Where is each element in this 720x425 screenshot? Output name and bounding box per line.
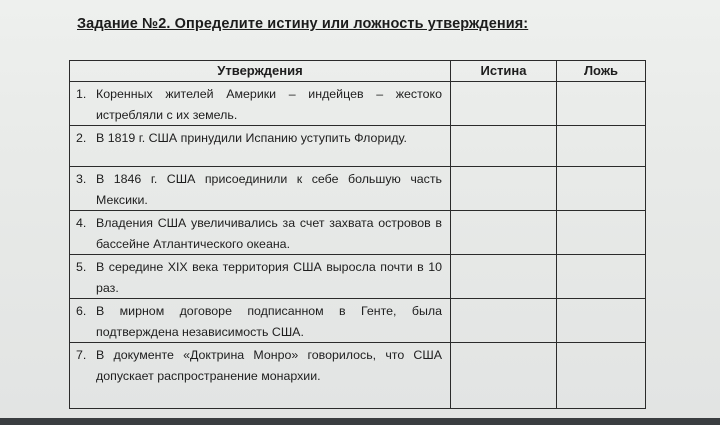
statement-cell [70,255,451,299]
statement-text: В 1819 г. США принудили Испанию уступить Флориду. [96,131,407,145]
statement-cell [70,126,451,167]
statement-number: 1. [76,87,87,101]
statement-text: В 1846 г. США присоединили к себе большую часть Мексики. [96,172,442,207]
table-row [70,167,646,211]
false-answer-cell[interactable] [557,82,646,126]
table-row [70,343,646,409]
false-answer-cell[interactable] [557,343,646,409]
table-row [70,211,646,255]
table-row [70,82,646,126]
true-answer-cell[interactable] [451,299,557,343]
statement-text: В документе «Доктрина Монро» говорилось, что США допускает распространение монархии. [96,348,442,383]
true-answer-cell[interactable] [451,167,557,211]
true-answer-cell[interactable] [451,343,557,409]
false-answer-cell[interactable] [557,211,646,255]
task-title: Задание №2. Определите истину или ложность утверждения: [77,16,529,32]
header-false: Ложь [557,61,646,82]
statement-cell [70,211,451,255]
header-true: Истина [451,61,557,82]
statement-number: 7. [76,348,87,362]
table-row [70,255,646,299]
statement-text: Коренных жителей Америки – индейцев – жестоко истребляли с их земель. [96,87,442,122]
table-header-row [70,61,646,82]
statement-number: 2. [76,131,87,145]
statement-number: 6. [76,304,87,318]
statement-text: Владения США увеличивались за счет захвата островов в бассейне Атлантического океана. [96,216,442,251]
statement-cell [70,343,451,409]
true-answer-cell[interactable] [451,211,557,255]
false-answer-cell[interactable] [557,126,646,167]
statement-cell [70,167,451,211]
statement-number: 5. [76,260,87,274]
statement-text: В мирном договоре подписанном в Генте, была подтверждена независимость США. [96,304,442,339]
statement-cell [70,82,451,126]
statement-number: 3. [76,172,87,186]
table-row [70,299,646,343]
statement-text: В середине XIX века территория США выросла почти в 10 раз. [96,260,442,295]
true-answer-cell[interactable] [451,255,557,299]
true-answer-cell[interactable] [451,82,557,126]
table-row [70,126,646,167]
header-statements: Утверждения [70,61,451,82]
statements-table [69,60,646,409]
false-answer-cell[interactable] [557,167,646,211]
statement-cell [70,299,451,343]
statement-number: 4. [76,216,87,230]
true-answer-cell[interactable] [451,126,557,167]
false-answer-cell[interactable] [557,255,646,299]
false-answer-cell[interactable] [557,299,646,343]
